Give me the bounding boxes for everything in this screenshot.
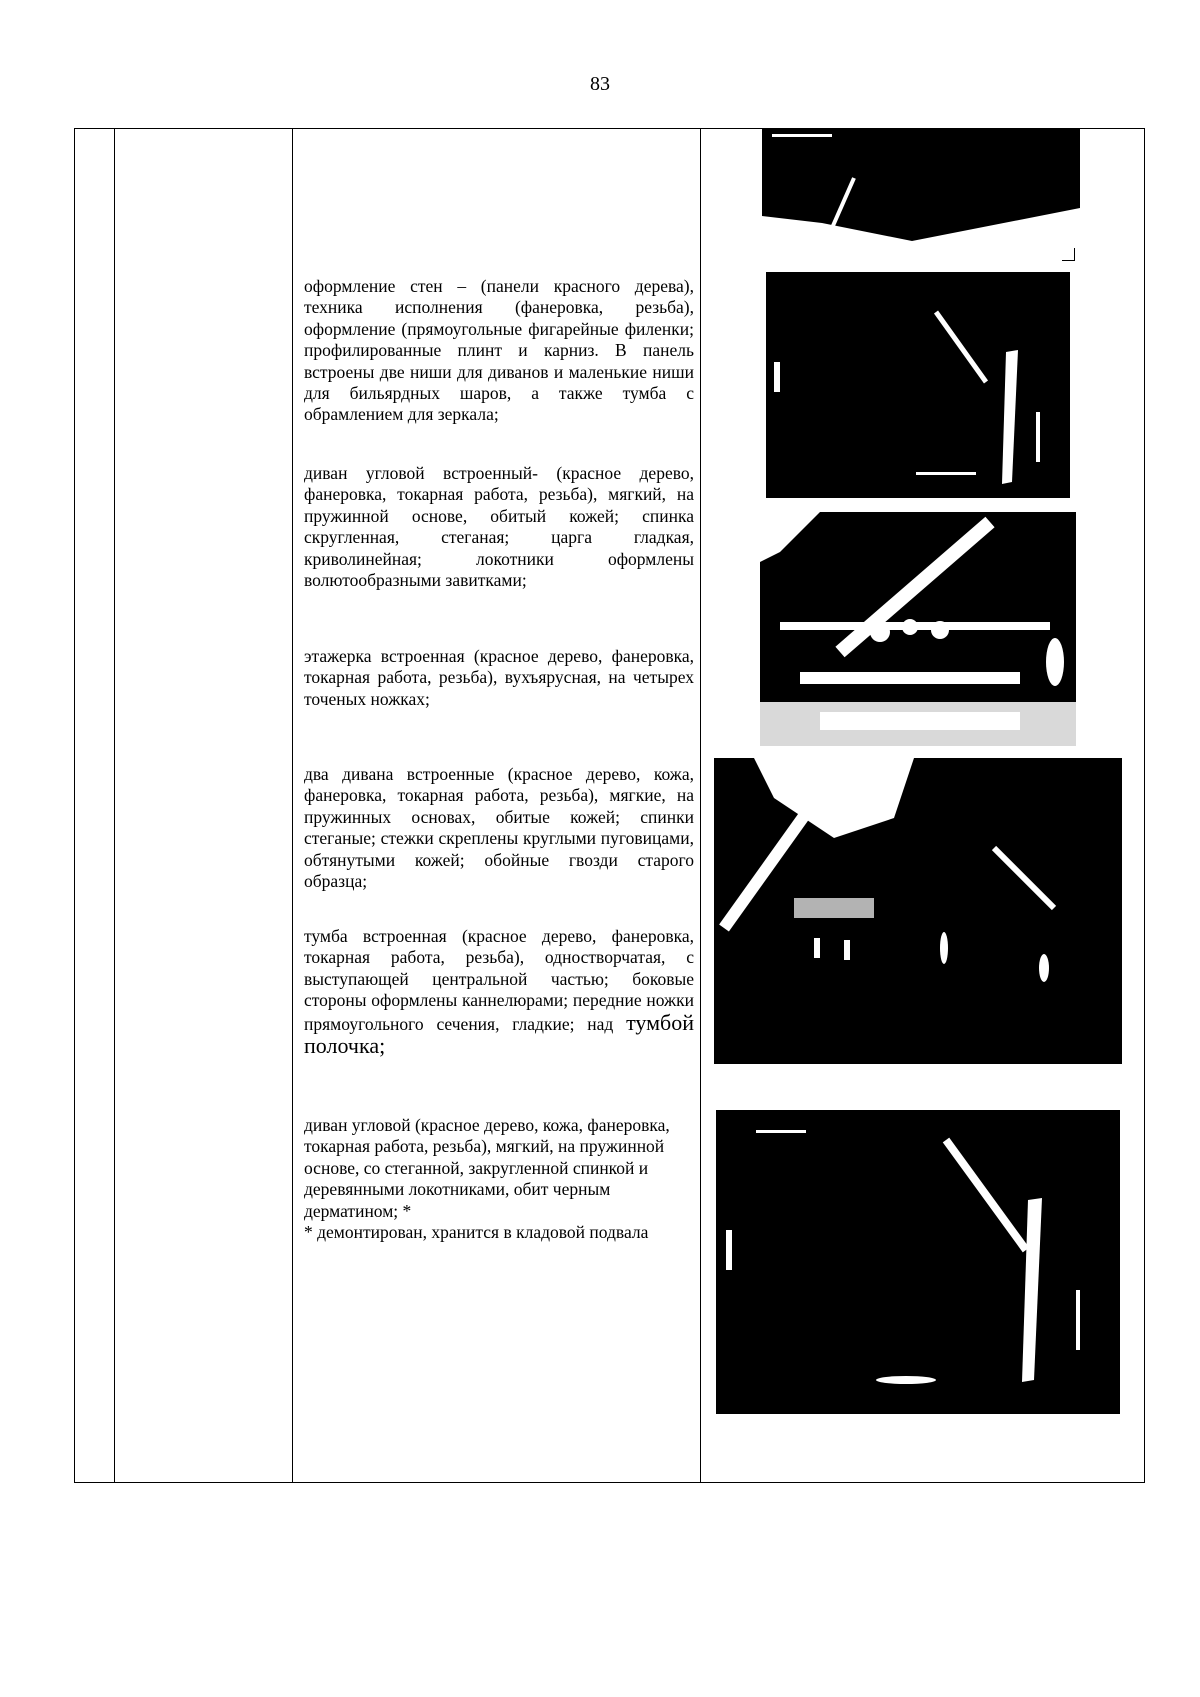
photo-5 <box>716 1110 1120 1414</box>
photo-1-corner-mark <box>1062 248 1075 261</box>
text-corner-sofa-built-in: диван угловой встроенный- (красное дерево, фанеровка, токарная работа, резьба), мягкий, на пружинной основе, обитый кожей; спинка скругленная, стеганая; царга гладкая, криволинейная; локотники оформлены волютообразными завитками; <box>304 463 694 591</box>
text-two-sofas: два дивана встроенные (красное дерево, кожа, фанеровка, токарная работа, резьба), мягкие, на пружинных основах, обитые кожей; спинки стеганые; стежки скреплены круглыми пуговицами, обтянутыми кожей; обойные гвозди старого образца; <box>304 764 694 892</box>
text-walls: оформление стен – (панели красного дерева), техника исполнения (фанеровка, резьба), оформление (прямоугольные фигарейные филенки; профилированные плинт и карниз. В панель встроены две ниши для диванов и маленькие ниши для бильярдных шаров, а также тумба с обрамлением для зеркала; <box>304 276 694 425</box>
photo-1 <box>762 128 1080 241</box>
photo-3 <box>760 512 1076 746</box>
text-cabinet <box>304 926 694 1058</box>
column-divider-3 <box>700 128 701 1483</box>
text-shelf: этажерка встроенная (красное дерево, фанеровка, токарная работа, резьба), вухъярусная, на четырех точеных ножках; <box>304 646 694 709</box>
text-corner-sofa-note: * демонтирован, хранится в кладовой подвала <box>304 1222 649 1243</box>
photo-4 <box>714 758 1122 1064</box>
text-corner-sofa <box>304 1115 694 1243</box>
photo-2 <box>766 272 1070 498</box>
page-number: 83 <box>590 73 610 95</box>
text-cabinet-tail: тумбой полочка; <box>304 1009 695 1059</box>
text-cabinet-main: тумба встроенная (красное дерево, фанеровка, токарная работа, резьба), одностворчатая, с выступающей центральной частью; боковые стороны оформлены каннелюрами; передние ножки прямоугольного сечения, гладкие; над <box>304 926 694 1034</box>
column-divider-2 <box>292 128 293 1483</box>
column-divider-1 <box>114 128 115 1483</box>
text-corner-sofa-main: диван угловой (красное дерево, кожа, фанеровка, токарная работа, резьба), мягкий, на пружинной основе, со стеганной, закругленной спинкой и деревянными локотниками, обит черным дерматином; * <box>304 1115 670 1221</box>
